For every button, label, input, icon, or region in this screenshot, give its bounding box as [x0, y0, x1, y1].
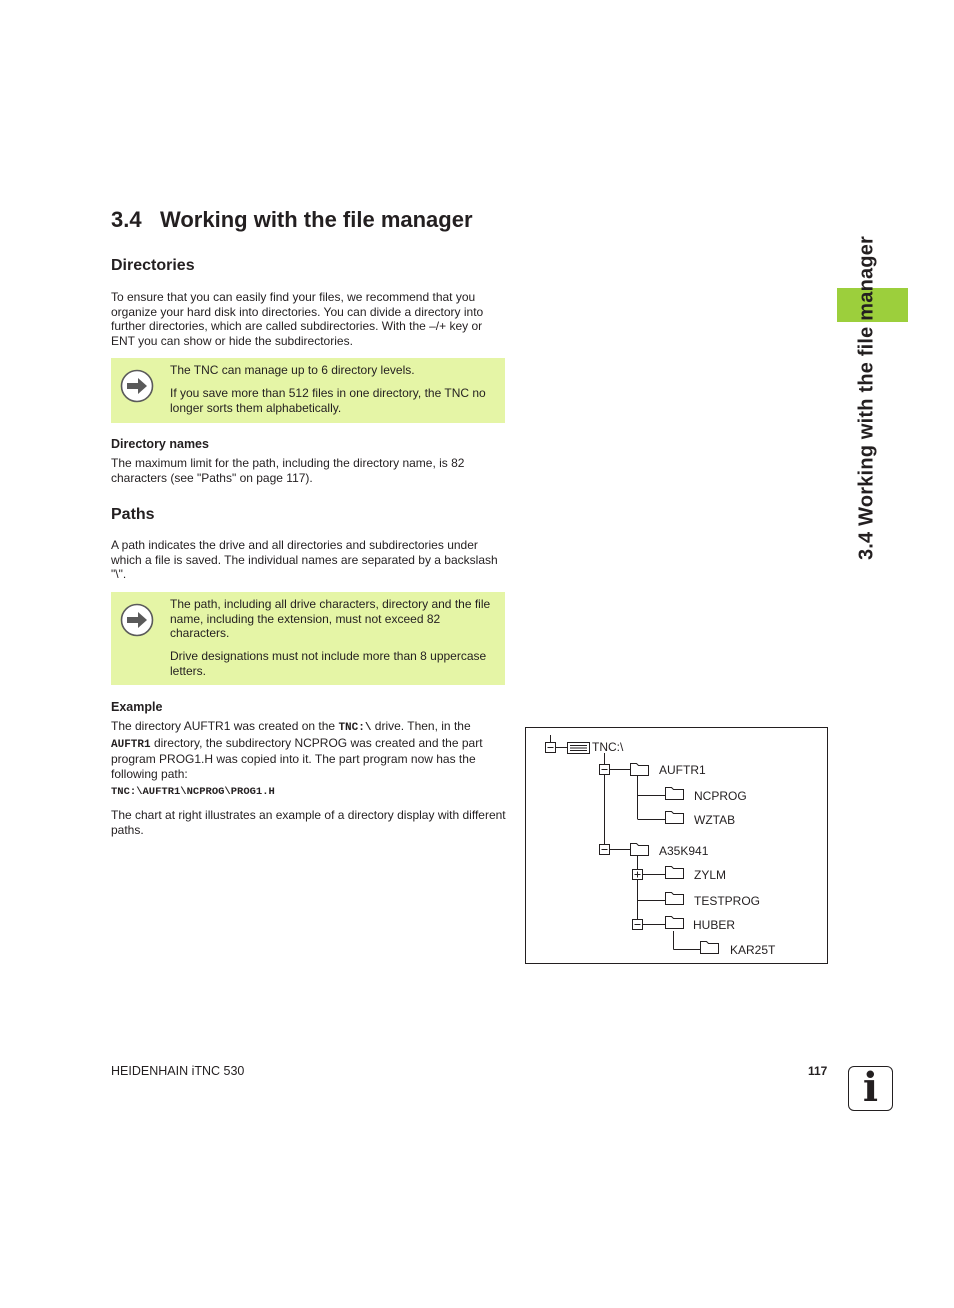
note-line: If you save more than 512 files in one directory, the TNC no longer sorts them alphabetically. — [170, 386, 486, 415]
note-line: The path, including all drive characters, directory and the file name, including the extension, must not exceed 82 characters. — [170, 597, 491, 640]
paths-heading: Paths — [111, 506, 155, 523]
directories-note — [111, 358, 505, 423]
paths-note-text — [170, 597, 500, 687]
directories-intro: To ensure that you can easily find your files, we recommend that you organize your hard disk into directories. You can divide a directory into further directories, which are called subdirectories. With the –/+ key or ENT you can show or hide the subdirectories. — [111, 290, 484, 348]
section-title: Working with the file manager — [160, 207, 473, 232]
tree-item-huber: HUBER — [693, 918, 736, 932]
section-heading — [111, 207, 473, 233]
drive-code: TNC:\ — [338, 722, 372, 734]
directory-names-text: The maximum limit for the path, including the directory name, is 82 characters (see "Paths" on page 117). — [111, 456, 465, 485]
note-line: Drive designations must not include more than 8 uppercase letters. — [170, 649, 487, 678]
tree-item-tnc: TNC:\ — [592, 740, 624, 754]
tree-item-testprog: TESTPROG — [694, 894, 761, 908]
directory-names-heading: Directory names — [111, 437, 209, 451]
tree-item-kar25t: KAR25T — [730, 943, 776, 957]
arrow-right-icon — [120, 603, 154, 637]
section-number: 3.4 — [111, 207, 142, 232]
footer-product: HEIDENHAIN iTNC 530 — [111, 1064, 245, 1078]
directories-heading: Directories — [111, 257, 195, 274]
example-heading: Example — [111, 700, 163, 714]
page-number: 117 — [808, 1064, 828, 1078]
note-line: The TNC can manage up to 6 directory levels. — [170, 363, 415, 377]
directories-note-text — [170, 363, 500, 424]
paths-note — [111, 592, 505, 685]
directory-code: AUFTR1 — [111, 738, 151, 751]
arrow-right-icon — [120, 369, 154, 403]
tree-item-zylm: ZYLM — [694, 868, 727, 882]
paths-text: A path indicates the drive and all directories and subdirectories under which a file is saved. The individual names are separated by a backslash "\". — [111, 538, 498, 581]
example-path: TNC:\AUFTR1\NCPROG\PROG1.H — [111, 786, 275, 798]
tree-item-wztab: WZTAB — [694, 813, 736, 827]
tree-item-ncprog: NCPROG — [694, 789, 747, 803]
directory-tree-figure — [525, 727, 828, 964]
tree-item-auftr1: AUFTR1 — [659, 763, 706, 777]
tree-item-a35k941: A35K941 — [659, 844, 709, 858]
chart-description: The chart at right illustrates an example of a directory display with different paths. — [111, 808, 506, 837]
info-icon: i — [848, 1066, 893, 1111]
example-text: The directory AUFTR1 was created on the TNC:\ drive. Then, in the AUFTR1 directory, the subdirectory NCPROG was created and the part program PROG1.H was copied into it. The part program now has the following path: — [111, 719, 483, 781]
